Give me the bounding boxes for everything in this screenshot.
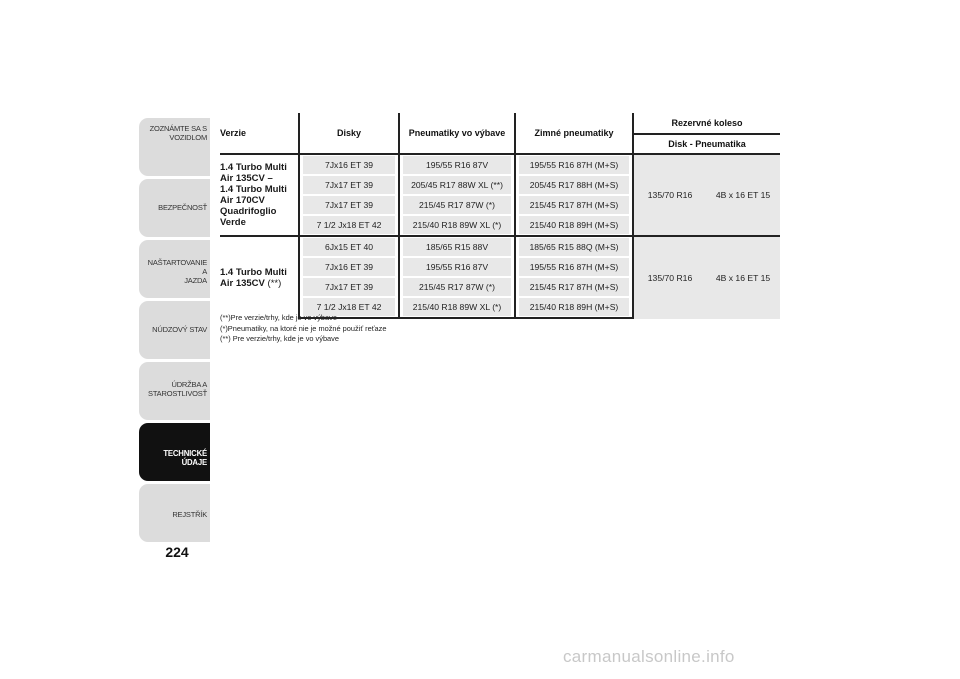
disk-value: 7 1/2 Jx18 ET 42 bbox=[303, 298, 395, 316]
tire-cell bbox=[398, 153, 514, 175]
footnote: (*)Pneumatiky, na ktoré nie je možné použiť reťaze bbox=[220, 323, 387, 333]
footnote: (**)Pre verzie/trhy, kde je vo výbave bbox=[220, 313, 337, 322]
header-rezervne: Rezervné koleso bbox=[632, 113, 780, 135]
nav-tab-zoznamte[interactable] bbox=[139, 118, 210, 176]
nav-tab-label: TECHNICKÉ ÚDAJE bbox=[163, 449, 207, 467]
disk-cell bbox=[298, 175, 398, 195]
winter-value: 215/40 R18 89H (M+S) bbox=[519, 216, 629, 234]
version-note: (**) bbox=[267, 278, 282, 289]
nav-tab-label: NAŠTARTOVANIE A JAZDA bbox=[147, 258, 207, 285]
disk-value: 7Jx17 ET 39 bbox=[303, 278, 395, 296]
version-line: Verde bbox=[220, 217, 246, 228]
winter-cell bbox=[514, 235, 632, 257]
disk-cell bbox=[298, 257, 398, 277]
tire-value: 205/45 R17 88W XL (**) bbox=[403, 176, 511, 194]
version-line: 1.4 Turbo Multi bbox=[220, 184, 287, 195]
disk-value: 7Jx16 ET 39 bbox=[303, 258, 395, 276]
disk-cell bbox=[298, 235, 398, 257]
winter-cell bbox=[514, 175, 632, 195]
nav-tab-nastartovanie[interactable] bbox=[139, 240, 210, 298]
winter-value: 215/40 R18 89H (M+S) bbox=[519, 298, 629, 316]
winter-cell bbox=[514, 195, 632, 215]
tire-table bbox=[220, 113, 780, 319]
winter-cell bbox=[514, 215, 632, 235]
disk-cell bbox=[298, 277, 398, 297]
page-number: 224 bbox=[165, 544, 189, 560]
spare-disk-cell: 4B x 16 ET 15 bbox=[706, 153, 780, 235]
disk-value: 7Jx16 ET 39 bbox=[303, 156, 395, 174]
winter-value: 205/45 R17 88H (M+S) bbox=[519, 176, 629, 194]
nav-tab-label: NÚDZOVÝ STAV bbox=[152, 325, 207, 334]
nav-tab-technicke-udaje[interactable] bbox=[139, 423, 210, 481]
winter-cell bbox=[514, 277, 632, 297]
tire-value: 215/45 R17 87W (*) bbox=[403, 278, 511, 296]
tire-value: 215/40 R18 89W XL (*) bbox=[403, 298, 511, 316]
table-row bbox=[220, 153, 780, 175]
version-line: 1.4 Turbo Multi bbox=[220, 267, 287, 278]
header-pneumatiky: Pneumatiky vo výbave bbox=[398, 113, 514, 153]
winter-value: 195/55 R16 87H (M+S) bbox=[519, 258, 629, 276]
tire-value: 195/55 R16 87V bbox=[403, 258, 511, 276]
header-verzie: Verzie bbox=[220, 128, 247, 138]
tire-cell bbox=[398, 257, 514, 277]
watermark: carmanualsonline.info bbox=[563, 647, 735, 666]
nav-tab-label: BEZPEČNOSŤ bbox=[158, 203, 207, 212]
spare-disk-cell: 4B x 16 ET 15 bbox=[706, 235, 780, 319]
footnotes bbox=[220, 313, 386, 345]
tire-cell bbox=[398, 297, 514, 319]
tire-value: 215/40 R18 89W XL (*) bbox=[403, 216, 511, 234]
version-line: 1.4 Turbo Multi bbox=[220, 162, 287, 173]
footnote: (**) Pre verzie/trhy, kde je vo výbave bbox=[220, 334, 339, 343]
header-disk-pneumatika: Disk - Pneumatika bbox=[632, 135, 780, 153]
tire-value: 185/65 R15 88V bbox=[403, 238, 511, 256]
winter-value: 215/45 R17 87H (M+S) bbox=[519, 278, 629, 296]
table-row bbox=[220, 235, 780, 257]
version-cell bbox=[220, 153, 298, 235]
tire-cell bbox=[398, 277, 514, 297]
version-cell bbox=[220, 235, 298, 319]
nav-tab-label: ZOZNÁMTE SA S VOZIDLOM bbox=[149, 124, 207, 142]
version-line: Air 135CV bbox=[220, 278, 265, 289]
nav-tab-rejstrik[interactable] bbox=[139, 484, 210, 542]
disk-cell bbox=[298, 153, 398, 175]
header-zimne: Zimné pneumatiky bbox=[514, 113, 632, 153]
disk-cell bbox=[298, 195, 398, 215]
header-disky: Disky bbox=[298, 113, 398, 153]
spare-tire-cell: 135/70 R16 bbox=[632, 235, 706, 319]
nav-tab-udrzba[interactable] bbox=[139, 362, 210, 420]
version-line: Air 170CV bbox=[220, 195, 265, 206]
tire-value: 215/45 R17 87W (*) bbox=[403, 196, 511, 214]
nav-tab-nudzovy-stav[interactable] bbox=[139, 301, 210, 359]
tire-value: 195/55 R16 87V bbox=[403, 156, 511, 174]
winter-cell bbox=[514, 297, 632, 319]
tire-cell bbox=[398, 195, 514, 215]
spare-tire-cell: 135/70 R16 bbox=[632, 153, 706, 235]
disk-cell bbox=[298, 215, 398, 235]
nav-tab-bezpecnost[interactable] bbox=[139, 179, 210, 237]
tire-cell bbox=[398, 235, 514, 257]
disk-value: 7Jx17 ET 39 bbox=[303, 196, 395, 214]
version-line: Quadrifoglio bbox=[220, 206, 277, 217]
winter-value: 215/45 R17 87H (M+S) bbox=[519, 196, 629, 214]
nav-tab-label: REJSTŘÍK bbox=[172, 510, 207, 519]
disk-value: 6Jx15 ET 40 bbox=[303, 238, 395, 256]
tire-cell bbox=[398, 215, 514, 235]
winter-value: 195/55 R16 87H (M+S) bbox=[519, 156, 629, 174]
tire-cell bbox=[398, 175, 514, 195]
winter-cell bbox=[514, 153, 632, 175]
version-line: Air 135CV – bbox=[220, 173, 273, 184]
winter-cell bbox=[514, 257, 632, 277]
winter-value: 185/65 R15 88Q (M+S) bbox=[519, 238, 629, 256]
disk-value: 7 1/2 Jx18 ET 42 bbox=[303, 216, 395, 234]
disk-value: 7Jx17 ET 39 bbox=[303, 176, 395, 194]
nav-tab-label: ÚDRŽBA A STAROSTLIVOSŤ bbox=[148, 380, 207, 398]
